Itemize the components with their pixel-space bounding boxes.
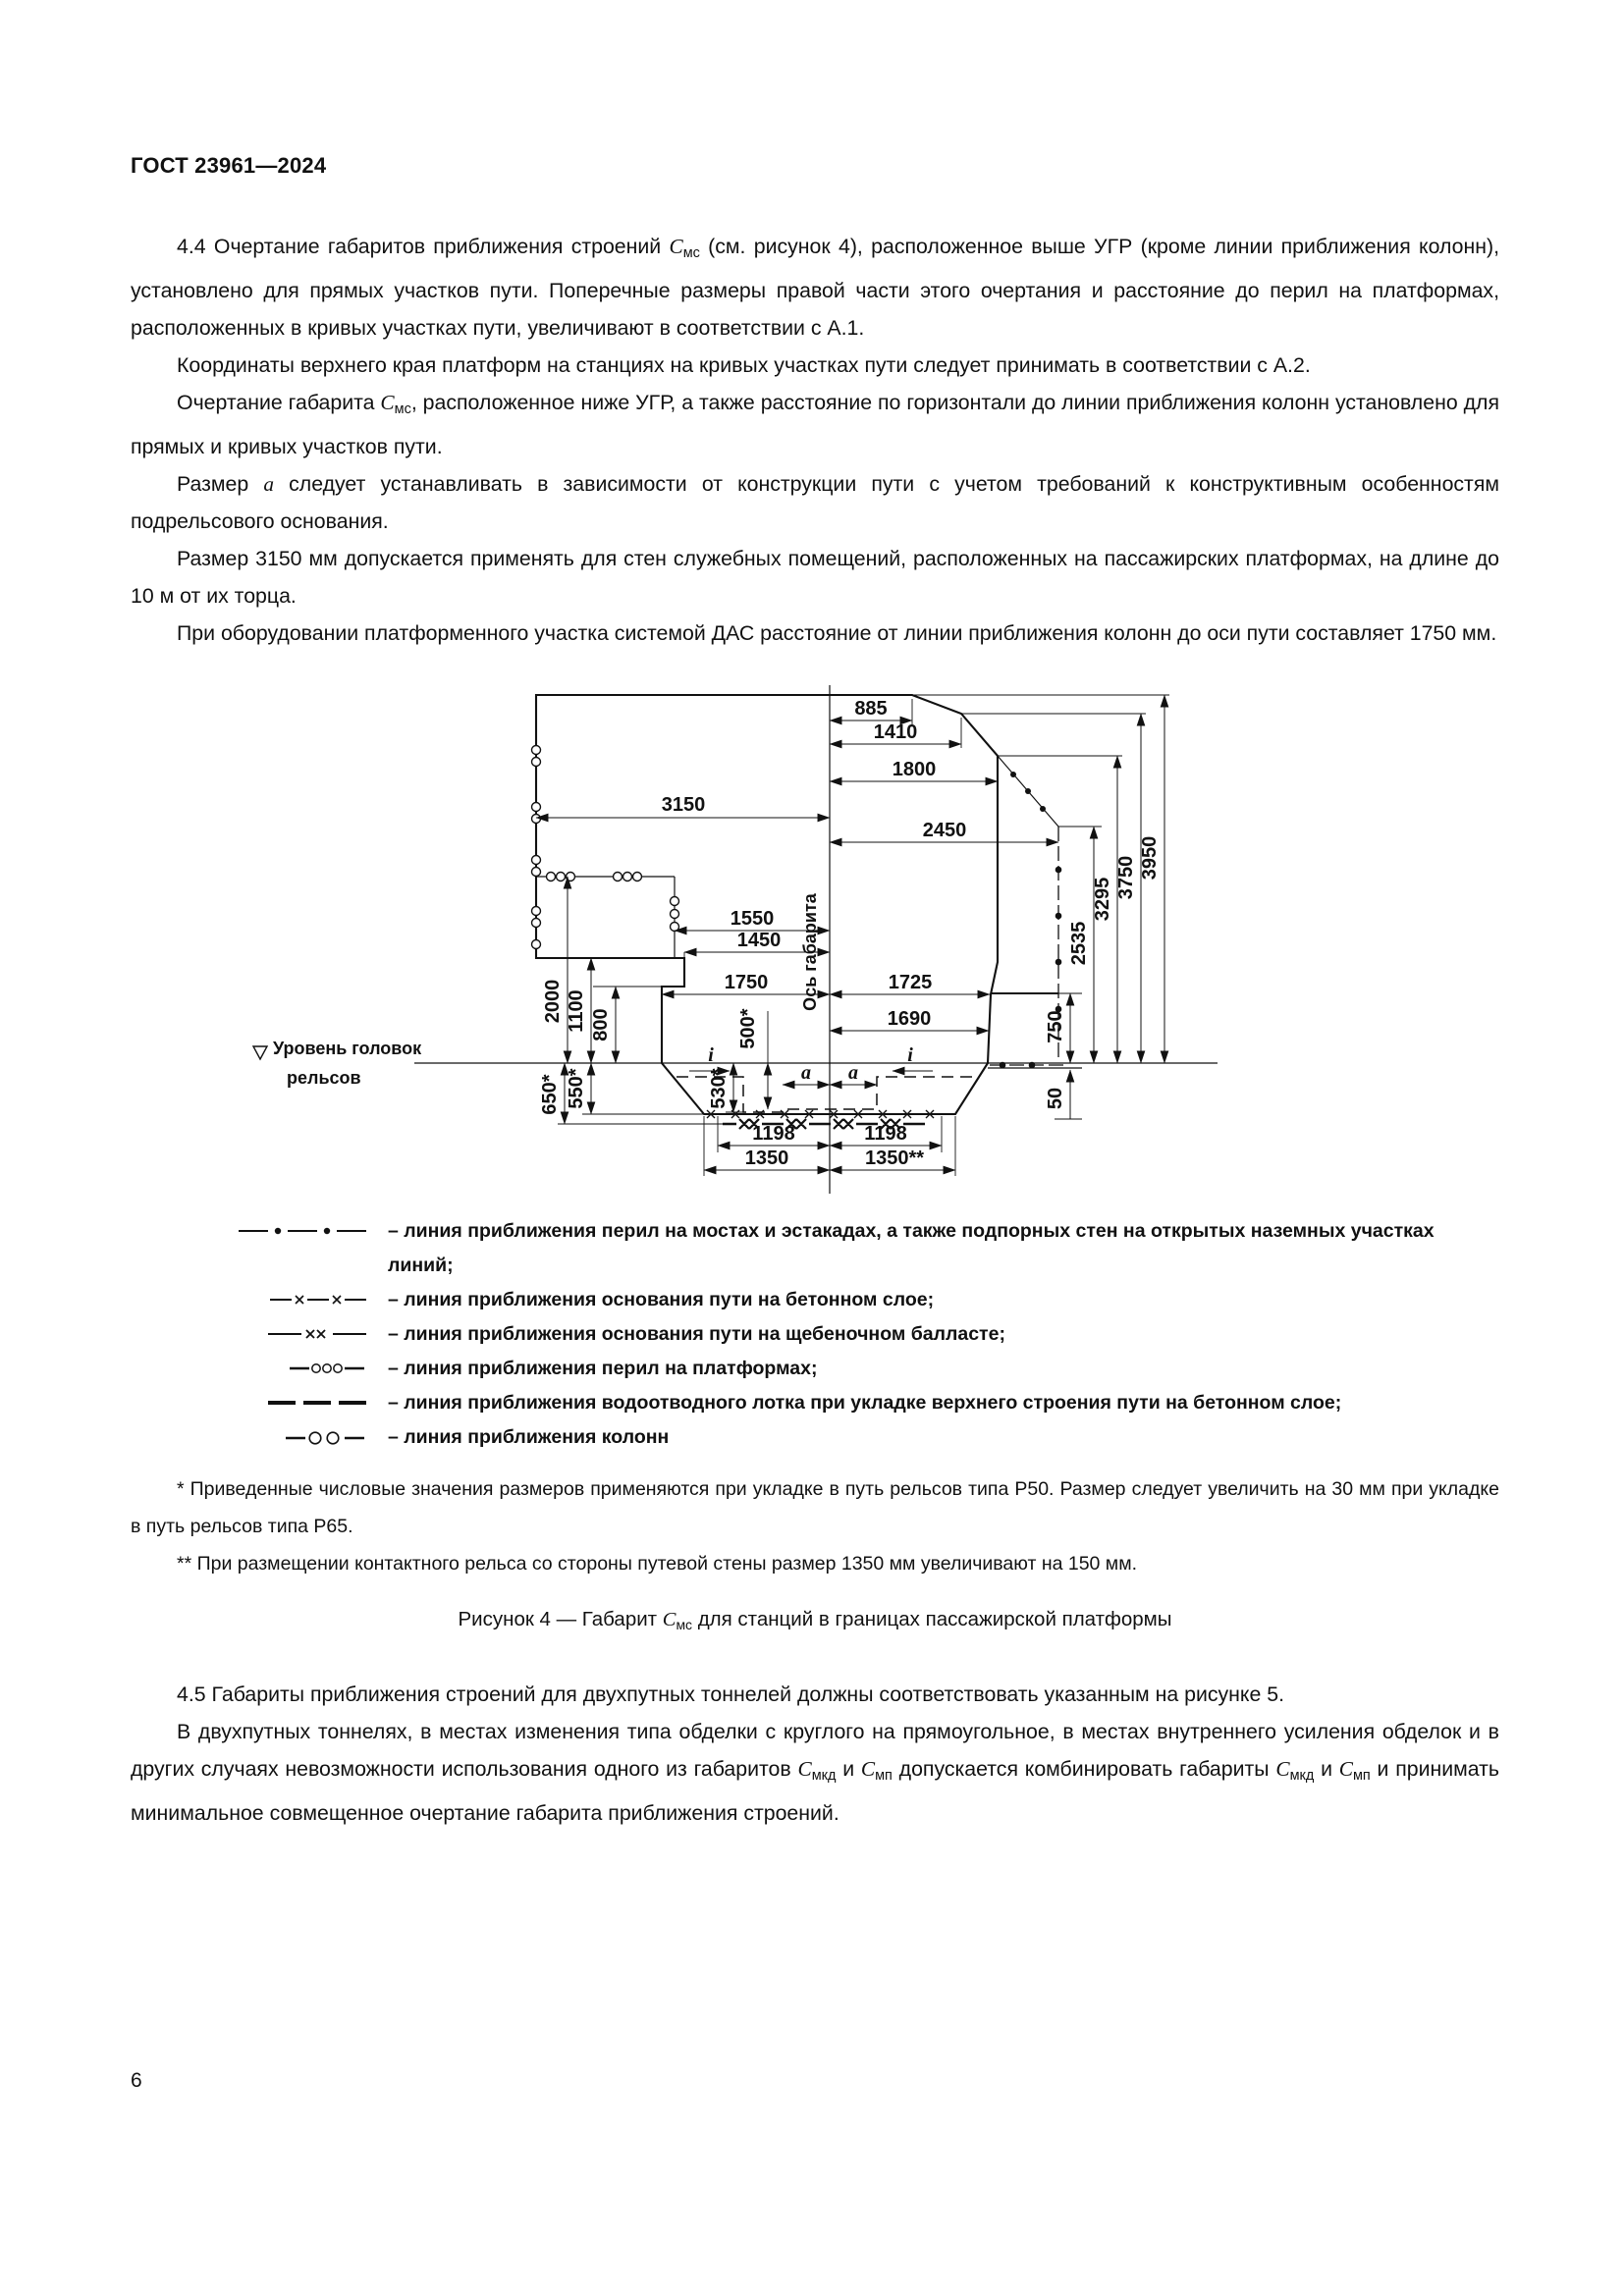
vertical-dimensions — [539, 695, 1164, 1124]
section-4-4 — [131, 228, 1499, 652]
legend-item: – линия приближения колонн — [131, 1420, 1499, 1455]
gauge-axis-label: Ось габарита — [800, 893, 820, 1011]
dim-1750: 1750 — [724, 972, 769, 993]
dim-3750: 3750 — [1115, 855, 1137, 900]
figure-caption: Рисунок 4 — Габарит $С_{мс}$ для станций в границах пассажирской платформы — [458, 1608, 1172, 1632]
dim-750: 750 — [1045, 1010, 1066, 1043]
section-4-5 — [131, 1676, 1499, 1832]
dim-1725: 1725 — [888, 972, 933, 993]
slope-indicator-right — [893, 1044, 933, 1071]
level-mark-icon — [253, 1046, 267, 1059]
clearance-gauge-drawing — [245, 666, 1227, 1207]
dim-550: 550* — [566, 1068, 587, 1109]
dim-1450: 1450 — [736, 930, 782, 951]
paragraph: Очертание габарита $С_{мс}$, расположенное ниже УГР, а также расстояние по горизонтали до линии приближения колонн установлено для прямых и кривых участков пути. — [131, 391, 1499, 458]
legend-item: – линия приближения водоотводного лотка при укладке верхнего строения пути на бетонном слое; — [131, 1386, 1499, 1420]
legend-item: – линия приближения основания пути на бетонном слое; — [131, 1283, 1499, 1317]
dim-2535: 2535 — [1068, 921, 1090, 966]
dash-OO-line-icon — [131, 1429, 388, 1447]
paragraph: При оборудовании платформенного участка системой ДАС расстояние от линии приближения колонн до оси пути составляет 1750 мм. — [177, 621, 1497, 645]
svg-text:i: i — [907, 1044, 913, 1066]
dim-3295: 3295 — [1092, 877, 1113, 922]
dim-1800: 1800 — [892, 759, 937, 780]
dash-x-line-icon — [131, 1292, 388, 1308]
dim-1690: 1690 — [887, 1008, 932, 1030]
dim-a-right: a — [848, 1062, 858, 1084]
paragraph: Размер а следует устанавливать в зависимости от конструкции пути с учетом требований к конструктивным особенностям подрельсового основания. — [131, 472, 1499, 533]
legend-item: – линия приближения перил на платформах; — [131, 1352, 1499, 1386]
dim-1100: 1100 — [566, 989, 587, 1033]
dim-800: 800 — [590, 1008, 612, 1041]
svg-text:рельсов: рельсов — [287, 1068, 361, 1088]
footnote: * Приведенные числовые значения размеров применяются при укладке в путь рельсов типа Р50. Размер следует увеличить на 30 мм при укладке в путь рельсов типа Р65. — [131, 1478, 1499, 1537]
dim-1350-right: 1350** — [864, 1148, 925, 1169]
dash-ooo-line-icon — [131, 1361, 388, 1376]
dash-dot-line-icon — [131, 1223, 388, 1239]
slope-indicator-left — [689, 1044, 730, 1071]
dim-1410: 1410 — [873, 721, 918, 743]
legend-item: – линия приближения основания пути на щебеночном балласте; — [131, 1317, 1499, 1352]
dim-500: 500* — [737, 1008, 759, 1049]
paragraph: 4.5 Габариты приближения строений для двухпутных тоннелей должны соответствовать указанным на рисунке 5. — [177, 1682, 1284, 1706]
dim-a-left: a — [801, 1062, 811, 1084]
paragraph: Размер 3150 мм допускается применять для стен служебных помещений, расположенных на пассажирских платформах, на длине до 10 м от их торца. — [131, 547, 1499, 608]
dim-1198-right: 1198 — [864, 1123, 907, 1145]
dim-2450: 2450 — [922, 820, 967, 841]
dim-3150: 3150 — [661, 794, 706, 816]
footnote: ** При размещении контактного рельса со стороны путевой стены размер 1350 мм увеличивают на 150 мм. — [177, 1553, 1138, 1575]
figure-4-diagram — [245, 666, 1499, 1212]
paragraph: В двухпутных тоннелях, в местах изменения типа обделки с круглого на прямоугольное, в местах внутреннего усиления обделок и в других случаях невозможности использования одного из габаритов $С_{мкд}$ и $С_{мп}$ допускается комбинировать габариты $С_{мкд}$ и $С_{мп}$ и принимать минимальное совмещенное очертание габарита приближения строений. — [131, 1720, 1500, 1825]
dash-xx-line-icon — [131, 1326, 388, 1342]
dim-1198-left: 1198 — [752, 1123, 795, 1145]
horizontal-dimensions — [536, 698, 1058, 1170]
dim-1350-left: 1350 — [744, 1148, 789, 1169]
dim-1550: 1550 — [730, 908, 775, 930]
platform-railing-line — [536, 873, 679, 959]
paragraph: Координаты верхнего края платформ на станциях на кривых участках пути следует принимать в соответствии с А.2. — [177, 353, 1311, 377]
dim-885: 885 — [854, 698, 888, 720]
figure-legend — [131, 1214, 1499, 1455]
paragraph: 4.4 Очертание габаритов приближения строений $С_{мс}$ (см. рисунок 4), расположенное выше УГР (кроме линии приближения колонн), установлено для прямых участков пути. Поперечные размеры правой части этого очертания и расстояние до перил на платформах, расположенных в кривых участках пути, увеличивают в соответствии с А.1. — [131, 235, 1499, 340]
dim-530: 530* — [708, 1068, 730, 1109]
footnotes — [131, 1470, 1499, 1582]
page-title: ГОСТ 23961—2024 — [131, 153, 327, 178]
svg-text:Уровень головок: Уровень головок — [273, 1039, 422, 1058]
dim-3950: 3950 — [1139, 835, 1161, 881]
svg-text:i: i — [708, 1044, 714, 1066]
dim-50: 50 — [1045, 1087, 1066, 1110]
rail-level-label — [253, 1039, 422, 1088]
legend-item: – линия приближения перил на мостах и эстакадах, а также подпорных стен на открытых наземных участках линий; — [131, 1214, 1499, 1283]
page-number: 6 — [131, 2069, 142, 2092]
dim-2000: 2000 — [542, 979, 564, 1024]
bold-dashes-line-icon — [131, 1395, 388, 1411]
dim-650: 650* — [539, 1074, 561, 1115]
